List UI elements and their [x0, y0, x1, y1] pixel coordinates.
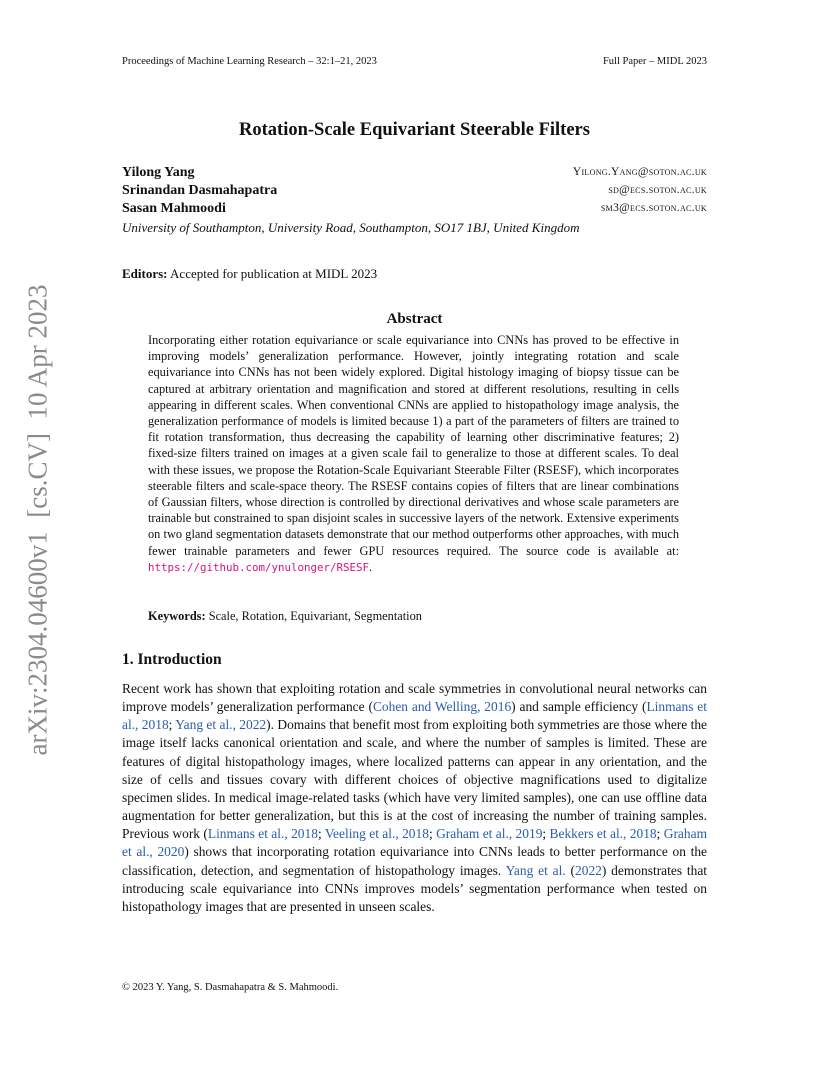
copyright-footnote: © 2023 Y. Yang, S. Dasmahapatra & S. Mahmoodi. — [122, 982, 339, 993]
citation-link[interactable]: Cohen and Welling, 2016 — [372, 699, 512, 715]
citation-link[interactable]: Graham et al., 2019 — [436, 826, 543, 842]
abstract-heading: Abstract — [386, 311, 443, 327]
abstract-text: Incorporating either rotation equivariance or scale equivariance into CNNs has proved to be effective in improving models’ generalization performance. However, jointly integrating rotation and scale equivariance into CNNs has not been widely explored. Digital histology imaging of biopsy tissue can be captured at arbitrary orientation and magnification and stored at different resolutions, resulting in cells appearing in different scales. When conventional CNNs are applied to histopathology image analysis, the generalization performance of models is limited because 1) a part of the parameters of filters are trained to fit rotation transformation, thus decreasing the capability of learning other discriminative features; 2) fixed-size filters trained on images at a given scale fail to generalize to those at different scales. To deal with these issues, we propose the Rotation-Scale Equivariant Steerable Filter (RSESF), which incorporates steerable filters and scale-space theory. The RSESF contains copies of filters that are linear combinations of Gaussian filters, whose direction is controlled by directional derivatives and whose scale parameters are trainable but constrained to span disjoint scales in successive layers of the network. Extensive experiments on two gland segmentation datasets demonstrate that our method outperforms other approaches, with much fewer trainable parameters and fewer GPU resources required. The source code is available at: — [148, 333, 679, 558]
author-name: Srinandan Dasmahapatra — [122, 183, 278, 198]
body-text: ) shows that incorporating rotation equivariance into CNNs leads to better performance on the classification, detection, and segmentation of histopathology images. — [122, 844, 707, 878]
running-header-left: Proceedings of Machine Learning Research – 32:1–21, 2023 — [122, 56, 377, 67]
body-text: ; — [656, 826, 664, 842]
paper-title: Rotation-Scale Equivariant Steerable Filters — [239, 120, 590, 140]
affiliation: University of Southampton, University Road, Southampton, SO17 1BJ, United Kingdom — [122, 220, 580, 235]
citation-link[interactable]: Yang et al., 2022 — [175, 717, 267, 733]
source-code-link[interactable]: https://github.com/ynulonger/RSESF — [148, 560, 370, 574]
body-text: Recent work has shown that exploiting rotation and scale symmetries in convolutional neural networks can improve models’ generalization performance ( — [122, 681, 707, 715]
body-text: ) and sample efficiency ( — [511, 699, 647, 715]
citation-link[interactable]: 2022 — [575, 862, 602, 878]
author-name: Yilong Yang — [122, 165, 195, 180]
author-email[interactable]: sd@ecs.soton.ac.uk — [608, 184, 707, 196]
editors-text: Accepted for publication at MIDL 2023 — [170, 266, 378, 281]
body-text: ( — [565, 862, 575, 878]
author-row — [122, 201, 707, 219]
running-header-right: Full Paper – MIDL 2023 — [602, 56, 707, 67]
editors-label: Editors: — [122, 266, 168, 281]
author-email[interactable]: Yilong.Yang@soton.ac.uk — [572, 166, 707, 178]
body-text: ; — [317, 826, 325, 842]
author-name: Sasan Mahmoodi — [122, 201, 226, 216]
citation-link[interactable]: Veeling et al., 2018 — [324, 826, 429, 842]
body-text: ; — [428, 826, 437, 842]
abstract-url-suffix: . — [369, 559, 373, 574]
body-text: ). Domains that benefit most from exploiting both symmetries are those where the image itself lacks canonical orientation and scale, and where the number of samples is limited. These are features of digital histopathology images, where localized patterns can appear in any orientation, and the size of cells and tissues covary with different choices of objective magnifications used to digitalize specimen slides. In medical image-related tasks (which have very limited samples), one can use offline data augmentation for better generalization, but this is at the cost of increasing the number of training samples. Previous work ( — [122, 717, 708, 842]
section-heading: 1. Introduction — [122, 651, 222, 668]
keywords-text: Scale, Rotation, Equivariant, Segmentation — [208, 609, 422, 623]
keywords-line — [148, 609, 422, 624]
citation-link[interactable]: Graham et al., 2020 — [122, 826, 708, 860]
citation-link[interactable]: Linmans et al., 2018 — [122, 699, 708, 733]
citation-link[interactable]: Linmans et al., 2018 — [207, 826, 318, 842]
citation-link[interactable]: Yang et al. — [505, 862, 566, 878]
keywords-label: Keywords: — [148, 609, 206, 623]
author-email[interactable]: sm3@ecs.soton.ac.uk — [600, 202, 707, 214]
body-text: ) demonstrates that introducing scale equivariance into CNNs improves models’ segmentation performance when tested on histopathology images that are presented in unseen scales. — [122, 862, 708, 914]
editors-line — [122, 266, 377, 282]
abstract-body — [148, 332, 679, 576]
author-row — [122, 165, 707, 183]
body-text: ; — [168, 717, 176, 733]
body-text: ; — [542, 826, 550, 842]
arxiv-margin — [16, 0, 56, 1072]
arxiv-stamp[interactable]: arXiv:2304.04600v1 [cs.CV] 10 Apr 2023 — [22, 284, 53, 756]
introduction-paragraph — [122, 680, 707, 916]
author-row — [122, 183, 707, 201]
citation-link[interactable]: Bekkers et al., 2018 — [549, 826, 657, 842]
